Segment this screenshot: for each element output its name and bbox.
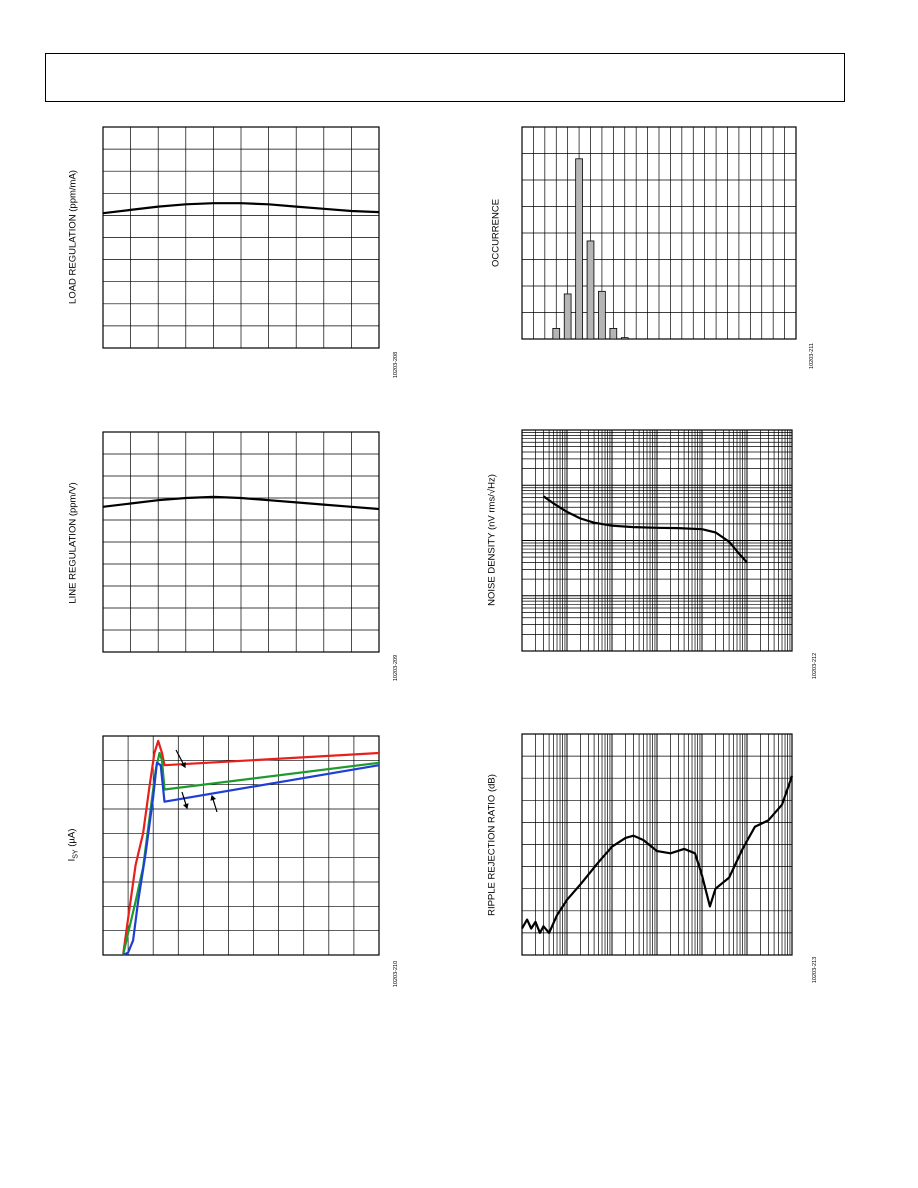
ripple-rejection-figure-id: 10203-213: [812, 956, 818, 984]
noise-density-y-axis-label: NOISE DENSITY (nV rms/√Hz): [486, 474, 498, 606]
ripple-rejection-y-axis-label: RIPPLE REJECTION RATIO (dB): [486, 774, 498, 916]
occurrence-y-axis-label: OCCURRENCE: [490, 198, 502, 268]
occurrence-figure-id: 10203-211: [809, 343, 815, 369]
line-regulation-y-axis-label: LINE REGULATION (ppm/V): [67, 482, 79, 604]
noise-density-figure-id: 10203-212: [812, 652, 818, 680]
load-regulation-figure-id: 10203-208: [393, 351, 399, 379]
ripple-rejection-grid: [522, 734, 792, 955]
isy-figure-id: 10203-210: [393, 960, 399, 988]
line-regulation-figure-id: 10203-209: [393, 654, 399, 682]
isy-y-axis-label: $I_{SY}$ (µA): [66, 828, 80, 862]
load-regulation-y-axis-label: LOAD REGULATION (ppm/mA): [67, 170, 79, 304]
